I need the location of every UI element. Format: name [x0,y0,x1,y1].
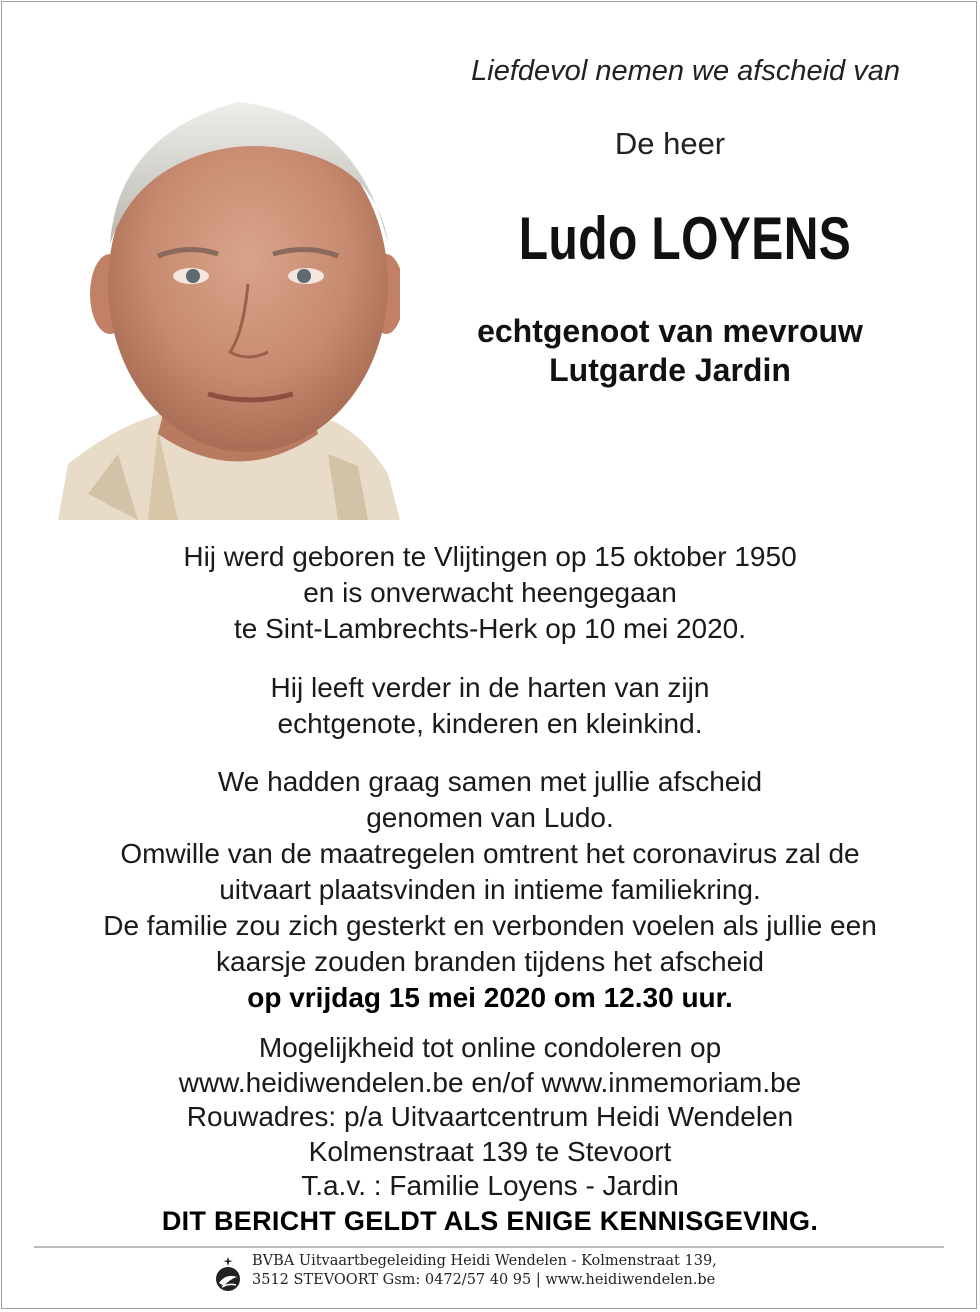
portrait-photo [58,94,400,520]
text-line: te Sint-Lambrechts-Herk op 10 mei 2020. [233,613,747,644]
notice-line: DIT BERICHT GELDT ALS ENIGE KENNISGEVING. [161,1205,819,1236]
spouse-block [430,312,910,390]
text-line: Hij werd geboren te Vlijtingen op 15 oktober 1950 [183,541,797,572]
footer-divider [34,1246,944,1248]
text-line: Rouwadres: p/a Uitvaartcentrum Heidi Wendelen [186,1101,794,1132]
text-line: T.a.v. : Familie Loyens - Jardin [301,1170,679,1201]
funeral-home-logo-icon [212,1257,244,1293]
footer [212,1251,772,1299]
text-line: De familie zou zich gesterkt en verbonden voelen als jullie een [103,910,877,941]
footer-line-2: 3512 STEVOORT Gsm: 0472/57 40 95 | www.heidiwendelen.be [252,1272,716,1288]
text-line: We hadden graag samen met jullie afscheid [217,766,763,797]
text-line: echtgenote, kinderen en kleinkind. [277,708,703,739]
survivors-block [30,670,950,742]
text-line: Kolmenstraat 139 te Stevoort [308,1135,672,1167]
text-line: en is onverwacht heengegaan [303,577,677,608]
text-line: uitvaart plaatsvinden in intieme familiekring. [219,874,761,905]
text-line: Mogelijkheid tot online condoleren op [258,1032,722,1063]
text-line: genomen van Ludo. [366,802,614,833]
spouse-line-1: echtgenoot van mevrouw [477,313,863,349]
footer-line-1: BVBA Uitvaartbegeleiding Heidi Wendelen - Kolmenstraat 139, [252,1253,717,1269]
text-line: Hij leeft verder in de harten van zijn [270,672,710,703]
honorific: De heer [614,126,726,161]
ceremony-time: op vrijdag 15 mei 2020 om 12.30 uur. [247,982,733,1013]
spouse-line-2: Lutgarde Jardin [549,352,791,388]
message-block [30,764,950,1016]
birth-death-block [30,539,950,647]
intro-line: Liefdevol nemen we afscheid van [471,55,900,87]
deceased-name: Ludo LOYENS [518,205,852,272]
text-line: Omwille van de maatregelen omtrent het coronavirus zal de [120,838,860,869]
website-line: www.heidiwendelen.be en/of www.inmemoriam.be [178,1066,802,1098]
condolence-block [30,1031,950,1238]
footer-text [252,1252,717,1290]
text-line: kaarsje zouden branden tijdens het afscheid [216,946,764,977]
